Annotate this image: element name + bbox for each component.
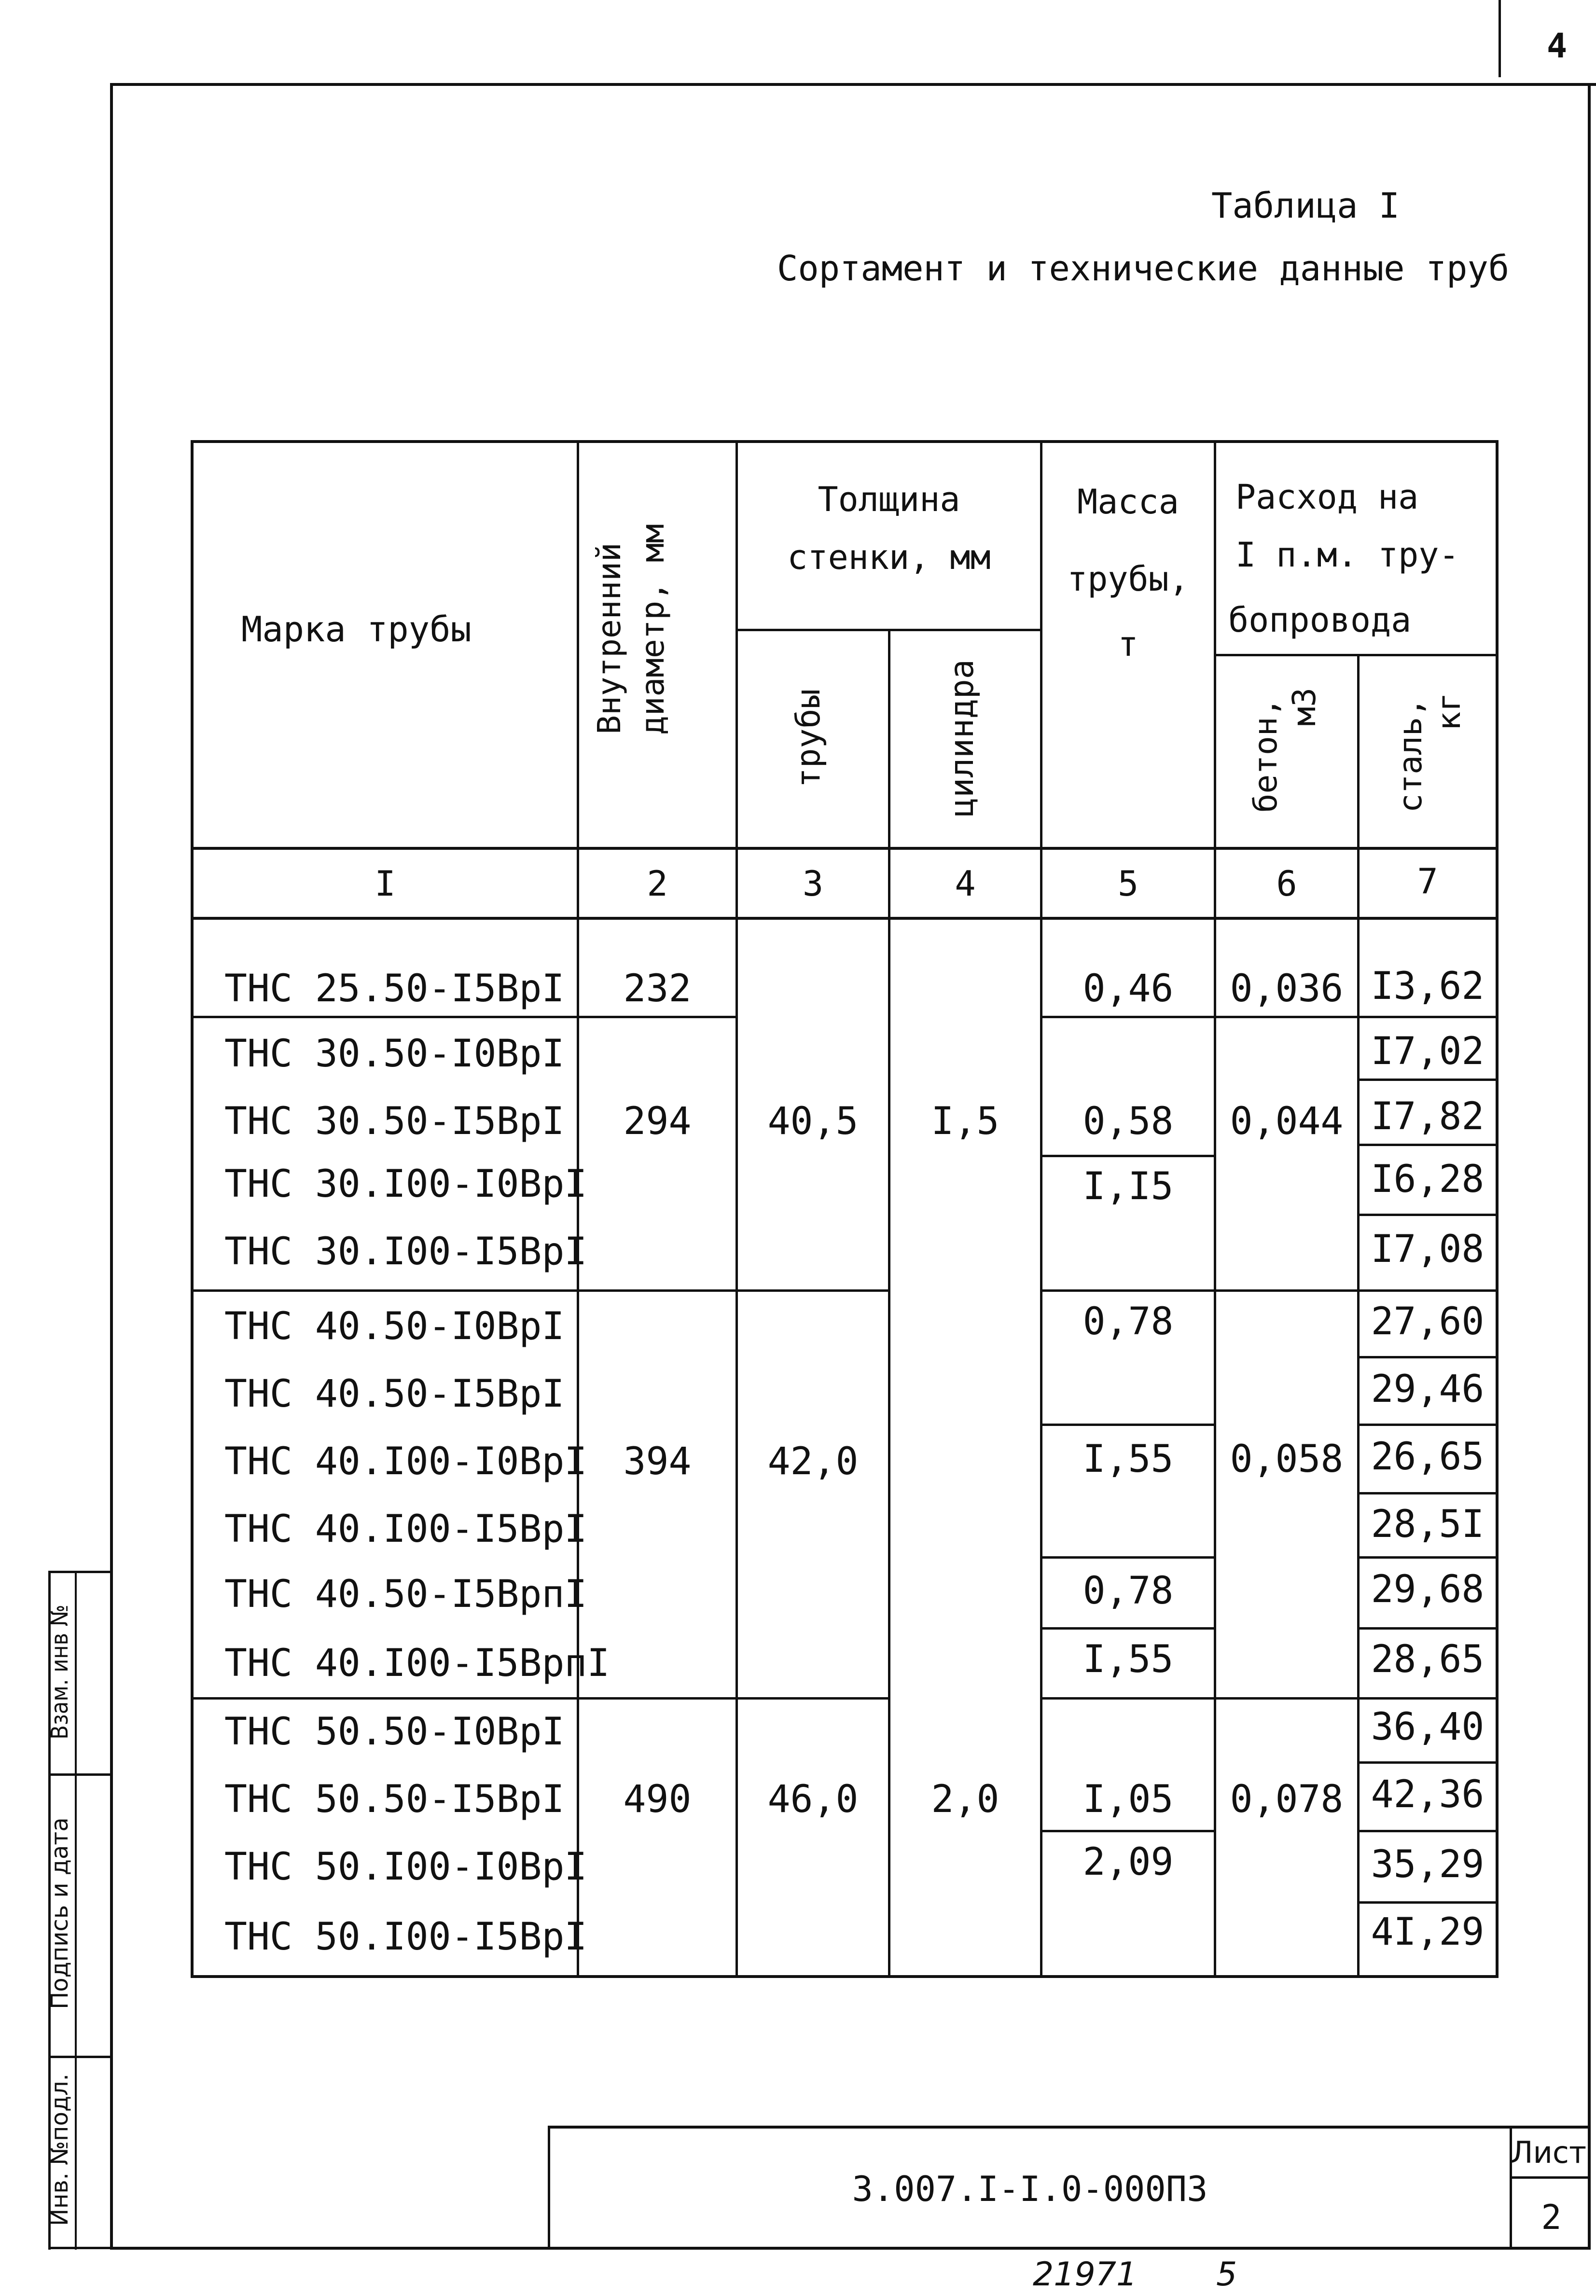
table-border-bottom [191,1975,1499,1978]
colnum-2: 2 [647,863,668,904]
row-mark: ТНС 50.I00-I5ВрI [224,1915,587,1959]
row-mark: ТНС 40.I00-I0ВрI [224,1440,587,1483]
mass-value: I,I5 [1083,1165,1174,1208]
row-mark: ТНС 50.50-I0ВрI [224,1710,565,1754]
row-mark: ТНС 25.50-I5ВрI [224,967,565,1010]
col-line-3 [736,440,738,1978]
diameter-value: 232 [623,967,692,1010]
header-concrete-line2: м3 [1286,688,1323,726]
mass-value: I,55 [1083,1638,1174,1681]
header-consumption-line1: Расход на [1235,477,1419,517]
diameter-value: 394 [623,1440,692,1483]
steel-value: I7,02 [1371,1030,1485,1073]
table-border-top [191,440,1499,443]
header-steel-line1: сталь, [1392,697,1429,813]
row-mark: ТНС 40.50-I5ВрI [224,1372,565,1416]
mass-value: 0,78 [1083,1569,1174,1613]
stamp-inv-orig: Инв. №подл. [46,2074,73,2226]
concrete-value: 0,044 [1230,1100,1344,1143]
steel-value: 27,60 [1371,1300,1485,1343]
concrete-value: 0,078 [1230,1778,1344,1821]
table-border-left [191,440,194,1978]
row-mark: ТНС 40.50-I0ВрI [224,1305,565,1348]
colnum-bottom [191,917,1499,920]
wall-cylinder-value: I,5 [931,1100,999,1143]
header-thickness-line2: стенки, мм [787,538,991,577]
col-line-5 [1040,440,1042,1978]
wall-cylinder-value: 2,0 [931,1778,999,1821]
steel-value: 29,46 [1371,1368,1485,1411]
frame-bottom [110,2247,1591,2250]
row-mark: ТНС 30.I00-I0ВрI [224,1162,587,1206]
colnum-6: 6 [1276,863,1297,904]
wall-pipe-value: 46,0 [767,1778,859,1821]
steel-value: 28,5I [1371,1503,1485,1546]
archive-number: 21971 [1033,2255,1138,2294]
colnum-5: 5 [1117,863,1139,904]
archive-suffix: 5 [1216,2255,1237,2294]
table-border-right [1496,440,1499,1978]
steel-value: 4I,29 [1371,1910,1485,1954]
wall-pipe-value: 40,5 [767,1100,859,1143]
frame-left [110,83,113,2250]
header-steel-line2: кг [1430,692,1468,731]
diameter-value: 294 [623,1100,692,1143]
steel-value: 26,65 [1371,1435,1485,1479]
col-line-4 [888,630,890,1978]
steel-value: I7,08 [1371,1228,1485,1271]
row-mark: ТНС 30.50-I5ВрI [224,1100,565,1143]
header-inner-diameter-line2: диаметр, мм [634,524,671,735]
concrete-value: 0,058 [1230,1438,1344,1481]
row-mark: ТНС 40.I00-I5ВрпI [224,1642,610,1685]
row-mark: ТНС 50.50-I5ВрI [224,1778,565,1821]
steel-value: 42,36 [1371,1773,1485,1816]
row-mark: ТНС 50.I00-I0ВрI [224,1845,587,1889]
header-split-thickness [736,629,1042,631]
sheet-label: Лист [1511,2135,1587,2170]
mass-value: 0,46 [1083,967,1174,1010]
row-mark: ТНС 30.I00-I5ВрI [224,1230,587,1273]
mass-value: 2,09 [1083,1840,1174,1884]
header-thickness-line1: Толщина [818,480,960,519]
header-concrete-line1: бетон, [1247,697,1284,813]
diameter-value: 490 [623,1778,692,1821]
header-consumption-line2: I п.м. тру- [1235,535,1459,575]
colnum-3: 3 [802,863,824,904]
header-mass-line3: т [1118,624,1138,664]
colnum-7: 7 [1417,861,1438,901]
row-mark: ТНС 40.50-I5ВрпI [224,1573,587,1616]
frame-right [1588,83,1591,2250]
header-mass-line1: Масса [1077,482,1179,522]
doc-code: 3.007.I-I.0-000ПЗ [852,2169,1208,2209]
steel-value: I7,82 [1371,1095,1485,1138]
header-thickness-pipe: трубы [790,689,828,788]
mass-value: I,05 [1083,1778,1174,1821]
page-number: 4 [1547,26,1568,66]
table-label: Таблица I [1211,185,1400,226]
header-mark: Марка трубы [241,609,472,650]
header-consumption-line3: бопровода [1228,600,1412,640]
wall-pipe-value: 42,0 [767,1440,859,1483]
steel-value: I6,28 [1371,1158,1485,1201]
header-thickness-cylinder: цилиндра [943,659,981,817]
concrete-value: 0,036 [1230,967,1344,1010]
page-number-divider [1499,0,1501,77]
col-line-6 [1214,440,1216,1978]
sheet-number: 2 [1541,2198,1562,2237]
mass-value: 0,78 [1083,1300,1174,1343]
steel-value: 28,65 [1371,1638,1485,1681]
row-mark: ТНС 30.50-I0ВрI [224,1032,565,1076]
header-inner-diameter-line1: Внутренний [591,542,628,734]
mass-value: 0,58 [1083,1100,1174,1143]
steel-value: 35,29 [1371,1843,1485,1886]
header-split-consumption [1214,654,1499,656]
steel-value: 29,68 [1371,1568,1485,1611]
table-title: Сортамент и технические данные труб [777,248,1510,289]
mass-value: I,55 [1083,1438,1174,1481]
frame-top [110,83,1596,86]
stamp-sign-date: Подпись и дата [46,1817,73,2009]
header-mass-line2: трубы, [1067,559,1189,599]
colnum-1: I [375,863,396,904]
row-mark: ТНС 40.I00-I5ВрI [224,1508,587,1551]
steel-value: I3,62 [1371,965,1485,1008]
col-line-2 [577,440,579,1978]
stamp-vzam-inv: Взам. инв № [46,1604,73,1740]
colnum-4: 4 [955,863,976,904]
header-bottom [191,847,1499,850]
steel-value: 36,40 [1371,1705,1485,1749]
